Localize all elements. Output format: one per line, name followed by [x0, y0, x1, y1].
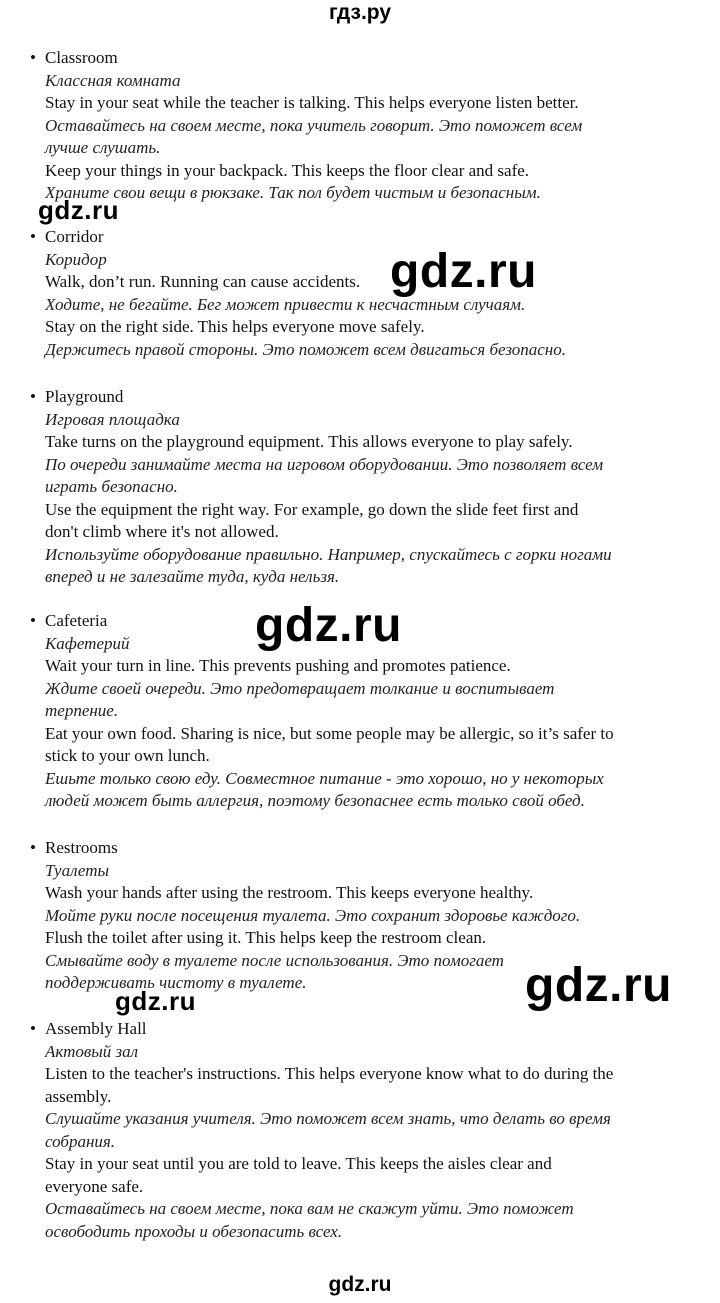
translation-line: играть безопасно. — [45, 477, 178, 496]
translation-line: освободить проходы и обезопасить всех. — [45, 1221, 343, 1241]
rule-line: Listen to the teacher's instructions. This helps everyone know what to do during the — [45, 1064, 614, 1083]
section-title: Restrooms — [45, 838, 118, 857]
watermark: gdz.ru — [390, 245, 537, 298]
bullet: • — [30, 227, 36, 246]
section-playground — [30, 386, 680, 589]
translation-line: терпение. — [45, 701, 119, 720]
section-title-translation: Классная комната — [45, 70, 181, 90]
rule-line: Flush the toilet after using it. This helps keep the restroom clean. — [45, 928, 487, 947]
rule-line: Stay in your seat while the teacher is talking. This helps everyone listen better. — [45, 93, 579, 112]
rule-line: everyone safe. — [45, 1176, 144, 1196]
section-title-translation: Кафетерий — [45, 633, 130, 653]
rule-line: Eat your own food. Sharing is nice, but some people may be allergic, so it’s safer to — [45, 723, 614, 743]
translation-line: собрания. — [45, 1131, 116, 1151]
rule-line: Take turns on the playground equipment. This allows everyone to play safely. — [45, 432, 573, 451]
rule-line: assembly. — [45, 1086, 112, 1106]
translation-line: Ешьте только свою еду. Совместное питание - это хорошо, но у некоторых — [45, 768, 604, 788]
section-classroom — [30, 47, 680, 205]
section-title: Classroom — [45, 48, 118, 67]
rule-line: don't climb where it's not allowed. — [45, 522, 279, 541]
translation-line: людей может быть аллергия, поэтому безопаснее есть только свой обед. — [45, 791, 585, 810]
translation-line: Слушайте указания учителя. Это поможет всем знать, что делать во время — [45, 1109, 611, 1128]
rule-line: Wait your turn in line. This prevents pushing and promotes patience. — [45, 656, 511, 675]
section-title-translation: Игровая площадка — [45, 409, 180, 429]
rule-line: Wash your hands after using the restroom. This keeps everyone healthy. — [45, 883, 534, 902]
translation-line: Мойте руки после посещения туалета. Это сохранит здоровье каждого. — [45, 905, 581, 925]
bullet: • — [30, 387, 36, 406]
page-header-title: гдз.ру — [328, 1, 392, 24]
watermark: gdz.ru — [525, 959, 672, 1012]
section-corridor — [30, 226, 680, 361]
rule-line: Stay on the right side. This helps everyone move safely. — [45, 317, 425, 336]
translation-line: Оставайтесь на своем месте, пока вам не скажут уйти. Это поможет — [45, 1199, 574, 1218]
translation-line: вперед и не залезайте туда, куда нельзя. — [45, 567, 340, 586]
translation-line: лучше слушать. — [45, 138, 161, 157]
rule-line: Keep your things in your backpack. This keeps the floor clear and safe. — [45, 160, 530, 180]
page-footer-watermark: gdz.ru — [328, 1273, 392, 1296]
section-title: Cafeteria — [45, 611, 108, 630]
translation-line: Храните свои вещи в рюкзаке. Так пол будет чистым и безопасным. — [45, 183, 541, 202]
watermark: gdz.ru — [38, 195, 119, 225]
section-title: Assembly Hall — [45, 1019, 147, 1038]
translation-line: Держитесь правой стороны. Это поможет всем двигаться безопасно. — [45, 339, 566, 359]
rule-line: stick to your own lunch. — [45, 746, 210, 765]
section-assembly-hall — [30, 1018, 680, 1243]
rule-line: Use the equipment the right way. For example, go down the slide feet first and — [45, 499, 579, 519]
section-title-translation: Актовый зал — [45, 1041, 139, 1061]
rule-line: Stay in your seat until you are told to leave. This keeps the aisles clear and — [45, 1154, 552, 1173]
translation-line: Оставайтесь на своем месте, пока учитель говорит. Это поможет всем — [45, 115, 583, 135]
section-title: Playground — [45, 387, 124, 406]
translation-line: Используйте оборудование правильно. Например, спускайтесь с горки ногами — [45, 544, 612, 564]
translation-line: По очереди занимайте места на игровом оборудовании. Это позволяет всем — [45, 454, 604, 474]
translation-line: Ждите своей очереди. Это предотвращает толкание и воспитывает — [45, 678, 555, 698]
translation-line: Смывайте воду в туалете после использования. Это помогает — [45, 950, 504, 970]
bullet: • — [30, 611, 36, 630]
watermark: gdz.ru — [115, 986, 196, 1016]
bullet: • — [30, 48, 36, 67]
translation-line: Ходите, не бегайте. Бег может привести к несчастным случаям. — [45, 294, 526, 314]
translation-line: поддерживать чистоту в туалете. — [45, 973, 307, 992]
section-title-translation: Туалеты — [45, 860, 110, 880]
rule-line: Walk, don’t run. Running can cause accidents. — [45, 272, 361, 291]
bullet: • — [30, 838, 36, 857]
section-title-translation: Коридор — [45, 249, 107, 269]
section-title: Corridor — [45, 227, 104, 246]
watermark: gdz.ru — [255, 599, 402, 652]
bullet: • — [30, 1019, 36, 1038]
